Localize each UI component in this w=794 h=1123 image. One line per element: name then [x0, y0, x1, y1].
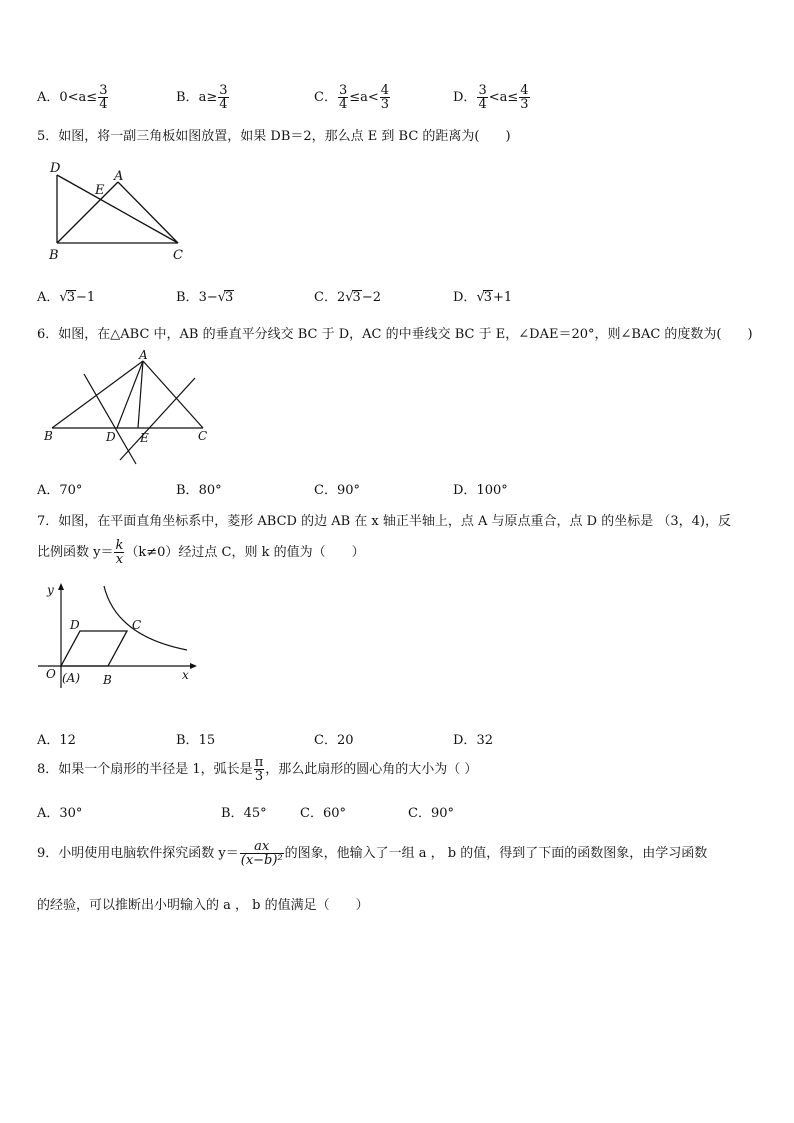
line-ba — [57, 182, 118, 243]
option-label: C． — [314, 290, 337, 305]
text: （k≠0）经过点 C，则 k 的值为（ ） — [125, 545, 365, 560]
option-value: 100° — [476, 483, 508, 498]
line-ac — [143, 361, 203, 428]
radicand: 3 — [483, 290, 493, 305]
option-label: C． — [314, 90, 337, 105]
denominator: 4 — [219, 97, 228, 112]
fraction — [477, 84, 487, 111]
numerator: 3 — [219, 83, 228, 98]
q5-question: 5．如图，将一副三角板如图放置，如果 DB＝2，那么点 E 到 BC 的距离为( ) — [37, 129, 511, 144]
q9-question-line2: 的经验，可以推断出小明输入的 a ， b 的值满足（ ） — [37, 898, 369, 913]
fraction — [114, 539, 124, 566]
text: ，那么此扇形的圆心角的大小为（ ） — [265, 762, 478, 777]
option-label: A． — [37, 733, 60, 748]
fraction — [380, 84, 390, 111]
radicand: 3 — [66, 290, 75, 305]
line-ab — [52, 361, 143, 428]
label-o: O — [46, 667, 56, 681]
option-label: C． — [408, 806, 431, 821]
option-label: C． — [300, 806, 323, 821]
option-label: A． — [37, 90, 60, 105]
rhombus-abcd — [61, 631, 127, 666]
option-label: B． — [176, 733, 199, 748]
q7-option-c — [314, 729, 354, 748]
option-label: A． — [37, 290, 60, 305]
option-text: −1 — [75, 290, 96, 305]
fraction — [98, 84, 108, 111]
fraction — [240, 840, 284, 867]
option-value: 20 — [336, 733, 354, 748]
q5-option-a: A．√3−1 — [37, 290, 96, 305]
denominator: 4 — [99, 97, 108, 112]
q5-figure — [44, 158, 194, 264]
label-c: C — [132, 618, 142, 632]
x-axis-arrow-icon — [190, 663, 197, 669]
q6-question: 6．如图，在△ABC 中，AB 的垂直平分线交 BC 于 D，AC 的中垂线交 BC 于 E，∠DAE＝20°，则∠BAC 的度数为( ) — [37, 327, 753, 342]
q7-figure — [32, 578, 202, 690]
radicand: 3 — [225, 290, 234, 305]
numerator: π — [254, 755, 264, 770]
option-label: A． — [37, 483, 60, 498]
text: 比例函数 y＝ — [37, 545, 114, 560]
q8-option-a — [37, 802, 82, 821]
label-y: y — [47, 583, 54, 597]
hyperbola-curve — [104, 586, 187, 650]
numerator: 4 — [380, 83, 390, 98]
text: 9．小明使用电脑软件探究函数 y＝ — [37, 846, 239, 861]
option-label: C． — [314, 483, 337, 498]
q6-option-c — [314, 479, 360, 498]
label-e: E — [95, 183, 105, 198]
line-dc — [57, 175, 178, 243]
label-a: A — [139, 348, 148, 362]
q7-option-a — [37, 729, 76, 748]
q4-option-d — [453, 84, 531, 111]
label-a: (A) — [62, 671, 81, 685]
option-value: 90° — [430, 806, 454, 821]
denominator: x — [115, 552, 124, 567]
label-x: x — [182, 668, 189, 682]
q6-option-a — [37, 479, 82, 498]
option-value: 60° — [322, 806, 346, 821]
numerator: ax — [240, 840, 284, 854]
option-value: 15 — [198, 733, 216, 748]
option-label: D． — [453, 90, 477, 105]
option-text: a≥ — [198, 90, 218, 105]
label-d: D — [70, 618, 80, 632]
option-text: ≤a< — [349, 90, 379, 105]
option-value: 70° — [59, 483, 83, 498]
q7-question-line2 — [37, 539, 365, 566]
numerator: 3 — [338, 83, 348, 98]
option-label: C． — [314, 733, 337, 748]
denominator: 3 — [380, 97, 390, 112]
option-text: 0<a≤ — [59, 90, 98, 105]
option-label: B． — [221, 806, 244, 821]
q6-option-b — [176, 479, 222, 498]
text: 8．如果一个扇形的半径是 1，弧长是 — [37, 762, 253, 777]
fraction — [254, 756, 265, 783]
fraction — [338, 84, 348, 111]
denominator: (x−b)² — [240, 853, 283, 868]
option-label: D． — [453, 733, 477, 748]
option-text: <a≤ — [488, 90, 519, 105]
option-text: −2 — [361, 290, 381, 305]
denominator: 3 — [520, 97, 529, 112]
numerator: 3 — [478, 83, 487, 98]
label-b: B — [49, 248, 59, 263]
denominator: 4 — [338, 97, 348, 112]
numerator: 4 — [520, 83, 529, 98]
option-text: +1 — [493, 290, 513, 305]
q5-option-c: C．2√3−2 — [314, 290, 381, 305]
q4-option-a — [37, 84, 109, 111]
fraction — [218, 84, 228, 111]
label-e: E — [140, 431, 149, 445]
option-value: 90° — [336, 483, 360, 498]
text: 的图象，他输入了一组 a ， b 的值，得到了下面的函数图象，由学习函数 — [284, 846, 708, 861]
q4-option-b — [176, 84, 230, 111]
numerator: k — [115, 538, 124, 553]
q5-option-d: D．√3+1 — [453, 290, 513, 305]
q6-figure — [40, 346, 220, 470]
fraction — [519, 84, 529, 111]
denominator: 3 — [254, 769, 264, 784]
option-value: 80° — [198, 483, 222, 498]
q7-question-line1: 7．如图，在平面直角坐标系中，菱形 ABCD 的边 AB 在 x 轴正半轴上，点 A 与原点重合，点 D 的坐标是 （3，4)，反 — [37, 514, 731, 529]
line-ac — [118, 182, 178, 243]
label-d: D — [50, 161, 61, 176]
q7-option-d — [453, 729, 493, 748]
q9-question-line1 — [37, 840, 707, 867]
label-b: B — [103, 673, 112, 687]
numerator: 3 — [99, 83, 108, 98]
option-label: B． — [176, 483, 199, 498]
q5-option-b: B．3−√3 — [176, 290, 234, 305]
radicand: 3 — [352, 290, 361, 305]
option-label: A． — [37, 806, 60, 821]
y-axis-arrow-icon — [58, 583, 64, 590]
q7-option-b — [176, 729, 215, 748]
q8-question — [37, 756, 477, 783]
q8-option-b — [221, 802, 267, 821]
option-label: B． — [176, 290, 199, 305]
label-c: C — [173, 248, 183, 263]
option-label: D． — [453, 483, 477, 498]
option-value: 45° — [243, 806, 267, 821]
label-c: C — [198, 429, 208, 443]
q8-option-d — [408, 802, 454, 821]
label-d: D — [106, 430, 116, 444]
option-label: D． — [453, 290, 477, 305]
option-value: 32 — [476, 733, 493, 748]
option-value: 12 — [59, 733, 76, 748]
denominator: 4 — [478, 97, 487, 112]
option-text: 2 — [336, 290, 346, 305]
label-b: B — [44, 429, 53, 443]
option-value: 30° — [59, 806, 83, 821]
q6-option-d — [453, 479, 508, 498]
q8-option-c — [300, 802, 346, 821]
label-a: A — [114, 169, 124, 184]
q4-option-c — [314, 84, 391, 111]
option-text: 3− — [198, 290, 218, 305]
option-label: B． — [176, 90, 199, 105]
